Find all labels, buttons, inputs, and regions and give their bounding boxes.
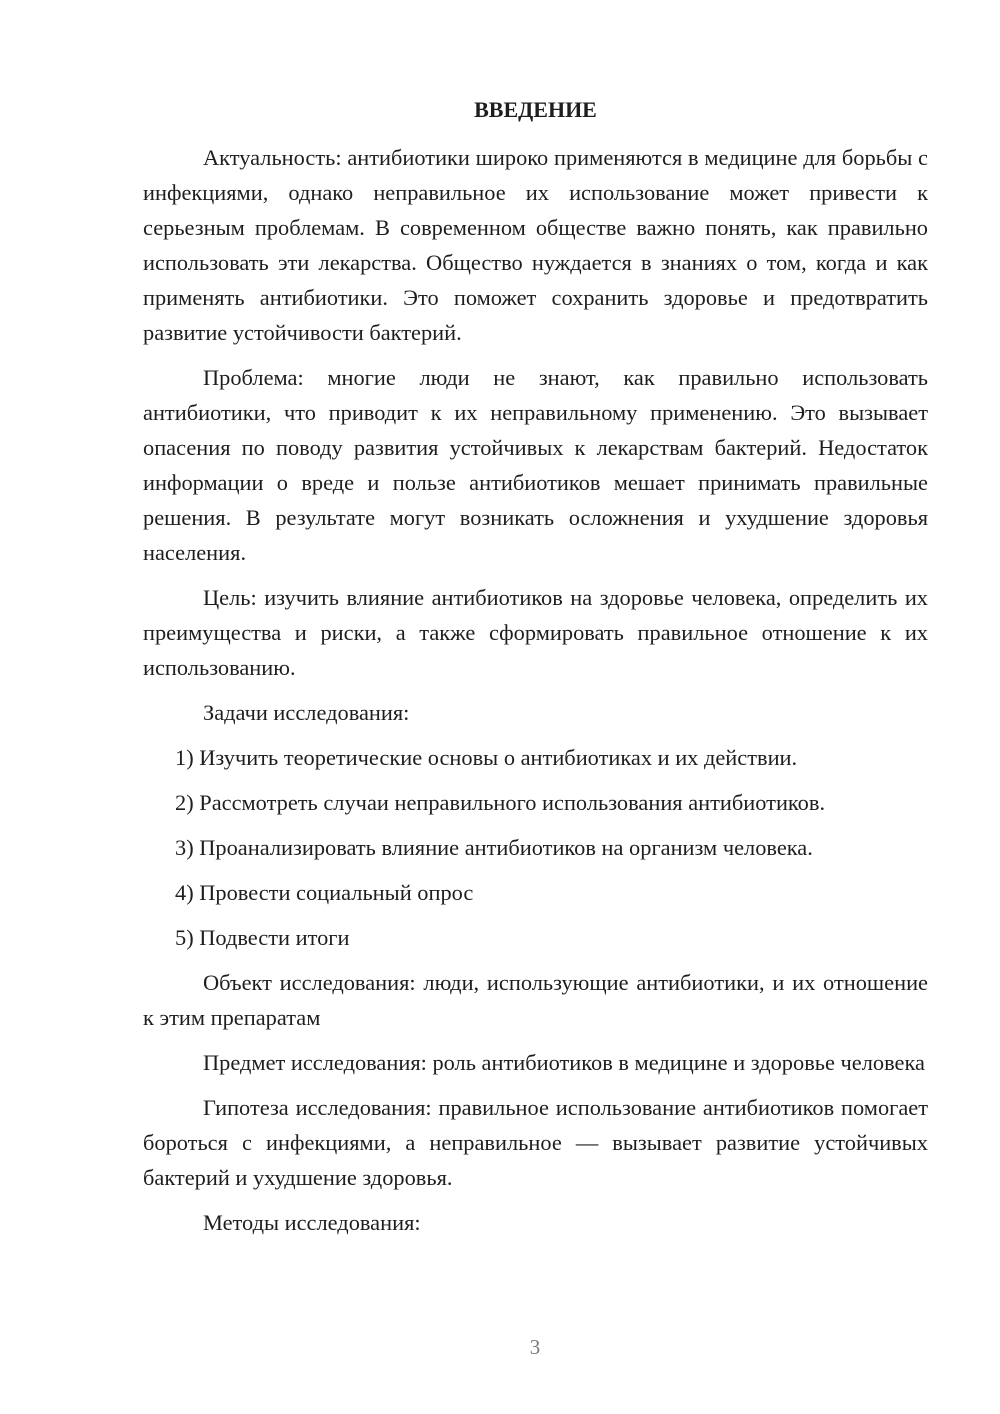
page-content [143, 94, 928, 1250]
tasks-list [143, 740, 928, 955]
relevance-paragraph: Актуальность: антибиотики широко применяются в медицине для борьбы с инфекциями, однако неправильное их использование может привести к серьезным проблемам. В современном обществе важно понять, как правильно использовать эти лекарства. Общество нуждается в знаниях о том, когда и как применять антибиотики. Это поможет сохранить здоровье и предотвратить развитие устойчивости бактерий. [143, 145, 928, 345]
task-item: 4) Провести социальный опрос [175, 880, 474, 905]
section-title: ВВЕДЕНИЕ [474, 97, 597, 122]
task-item: 2) Рассмотреть случаи неправильного использования антибиотиков. [175, 790, 826, 815]
hypothesis-paragraph: Гипотеза исследования: правильное использование антибиотиков помогает бороться с инфекциями, а неправильное — вызывает развитие устойчивых бактерий и ухудшение здоровья. [143, 1095, 928, 1190]
task-item: 5) Подвести итоги [175, 925, 350, 950]
goal-paragraph: Цель: изучить влияние антибиотиков на здоровье человека, определить их преимущества и риски, а также сформировать правильное отношение к их использованию. [143, 585, 928, 680]
task-item: 1) Изучить теоретические основы о антибиотиках и их действии. [175, 745, 798, 770]
page-number: 3 [529, 1335, 541, 1359]
task-item: 3) Проанализировать влияние антибиотиков на организм человека. [175, 835, 813, 860]
tasks-heading: Задачи исследования: [203, 700, 410, 725]
methods-heading: Методы исследования: [203, 1210, 421, 1235]
subject-paragraph: Предмет исследования: роль антибиотиков в медицине и здоровье человека [203, 1050, 925, 1075]
problem-paragraph: Проблема: многие люди не знают, как правильно использовать антибиотики, что приводит к их неправильному применению. Это вызывает опасения по поводу развития устойчивых к лекарствам бактерий. Недостаток информации о вреде и пользе антибиотиков мешает принимать правильные решения. В результате могут возникать осложнения и ухудшение здоровья населения. [143, 365, 928, 565]
object-paragraph: Объект исследования: люди, использующие антибиотики, и их отношение к этим препаратам [143, 970, 928, 1030]
